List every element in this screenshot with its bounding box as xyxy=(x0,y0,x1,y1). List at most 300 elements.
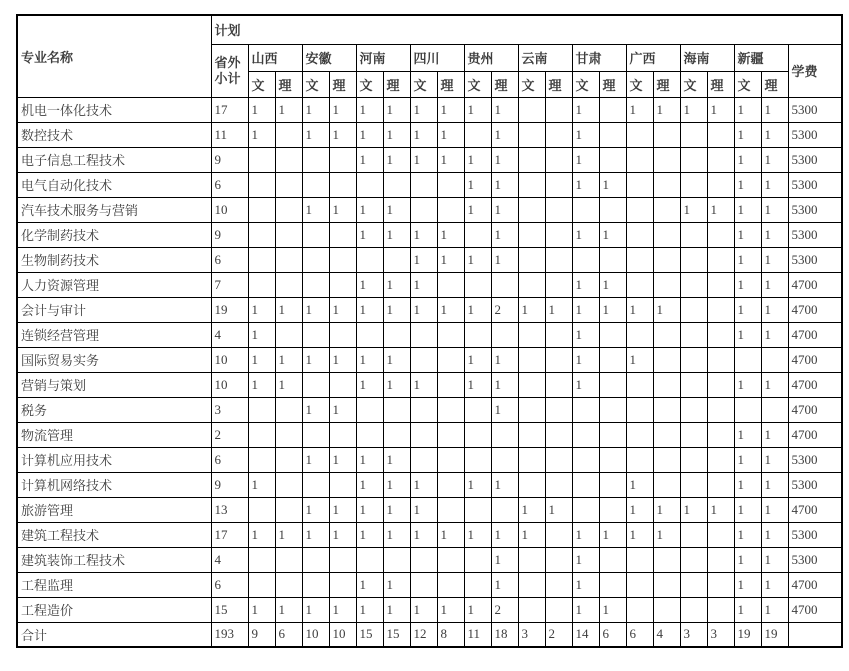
plan-cell xyxy=(572,472,599,497)
plan-cell: 1 xyxy=(707,197,734,222)
plan-cell xyxy=(707,572,734,597)
province-header: 云南 xyxy=(518,44,572,71)
plan-cell: 1 xyxy=(491,372,518,397)
plan-cell: 1 xyxy=(761,147,788,172)
plan-cell: 1 xyxy=(734,472,761,497)
plan-cell: 1 xyxy=(734,322,761,347)
arts-header: 文 xyxy=(680,71,707,97)
subtotal-cell: 7 xyxy=(211,272,248,297)
plan-cell xyxy=(248,422,275,447)
plan-cell: 1 xyxy=(248,597,275,622)
plan-cell xyxy=(599,422,626,447)
plan-cell: 1 xyxy=(572,547,599,572)
plan-cell xyxy=(302,222,329,247)
province-header: 河南 xyxy=(356,44,410,71)
plan-cell xyxy=(437,447,464,472)
plan-cell: 1 xyxy=(572,372,599,397)
plan-cell xyxy=(545,347,572,372)
plan-cell xyxy=(545,397,572,422)
plan-cell xyxy=(599,372,626,397)
plan-cell: 1 xyxy=(734,447,761,472)
plan-cell: 1 xyxy=(356,272,383,297)
plan-cell: 1 xyxy=(572,222,599,247)
plan-cell xyxy=(248,272,275,297)
plan-cell: 1 xyxy=(761,172,788,197)
plan-cell xyxy=(248,572,275,597)
plan-cell xyxy=(599,322,626,347)
plan-cell xyxy=(626,322,653,347)
plan-cell xyxy=(680,147,707,172)
plan-cell: 1 xyxy=(653,522,680,547)
plan-cell: 1 xyxy=(761,372,788,397)
plan-cell xyxy=(545,147,572,172)
subtotal-cell: 11 xyxy=(211,122,248,147)
plan-cell: 1 xyxy=(464,197,491,222)
plan-cell xyxy=(518,197,545,222)
plan-cell xyxy=(248,447,275,472)
plan-cell xyxy=(491,272,518,297)
plan-cell xyxy=(410,197,437,222)
plan-cell: 1 xyxy=(437,122,464,147)
plan-cell xyxy=(707,522,734,547)
plan-cell xyxy=(680,272,707,297)
plan-cell: 1 xyxy=(680,197,707,222)
plan-cell: 8 xyxy=(437,622,464,647)
province-header: 甘肃 xyxy=(572,44,626,71)
major-name-cell: 连锁经营管理 xyxy=(17,322,211,347)
plan-cell: 1 xyxy=(356,347,383,372)
table-row xyxy=(17,447,842,472)
subtotal-cell: 6 xyxy=(211,172,248,197)
plan-cell xyxy=(275,172,302,197)
plan-cell xyxy=(329,247,356,272)
tuition-cell: 5300 xyxy=(788,522,842,547)
plan-cell: 1 xyxy=(410,222,437,247)
plan-cell: 1 xyxy=(734,372,761,397)
plan-cell xyxy=(626,422,653,447)
plan-cell: 1 xyxy=(356,597,383,622)
plan-cell xyxy=(545,472,572,497)
plan-cell xyxy=(437,197,464,222)
table-row xyxy=(17,122,842,147)
plan-cell xyxy=(410,422,437,447)
plan-cell xyxy=(626,272,653,297)
plan-cell xyxy=(626,447,653,472)
plan-cell xyxy=(518,272,545,297)
plan-cell xyxy=(302,572,329,597)
plan-cell: 1 xyxy=(410,372,437,397)
plan-cell: 1 xyxy=(572,572,599,597)
plan-cell: 1 xyxy=(437,297,464,322)
plan-cell: 1 xyxy=(275,522,302,547)
tuition-cell: 5300 xyxy=(788,97,842,122)
plan-cell: 1 xyxy=(599,272,626,297)
tuition-header: 学费 xyxy=(788,44,842,97)
tuition-cell: 4700 xyxy=(788,422,842,447)
plan-header: 计划 xyxy=(211,15,842,44)
plan-cell: 1 xyxy=(356,122,383,147)
plan-cell xyxy=(653,247,680,272)
plan-cell xyxy=(680,347,707,372)
plan-cell: 1 xyxy=(275,372,302,397)
plan-cell xyxy=(248,547,275,572)
plan-cell: 1 xyxy=(248,347,275,372)
plan-cell xyxy=(680,397,707,422)
plan-cell xyxy=(653,572,680,597)
plan-cell xyxy=(680,472,707,497)
plan-cell: 1 xyxy=(572,597,599,622)
plan-cell: 1 xyxy=(275,597,302,622)
plan-cell: 1 xyxy=(491,222,518,247)
plan-cell xyxy=(653,347,680,372)
table-row xyxy=(17,397,842,422)
tuition-cell: 4700 xyxy=(788,497,842,522)
plan-cell xyxy=(653,372,680,397)
tuition-cell: 5300 xyxy=(788,472,842,497)
plan-cell: 1 xyxy=(734,522,761,547)
tuition-cell: 5300 xyxy=(788,122,842,147)
plan-cell xyxy=(599,122,626,147)
plan-cell: 1 xyxy=(437,97,464,122)
plan-cell: 1 xyxy=(653,497,680,522)
major-name-cell: 建筑装饰工程技术 xyxy=(17,547,211,572)
plan-cell: 1 xyxy=(383,297,410,322)
plan-cell: 1 xyxy=(329,497,356,522)
plan-cell xyxy=(518,372,545,397)
science-header: 理 xyxy=(707,71,734,97)
plan-cell xyxy=(680,247,707,272)
plan-cell: 1 xyxy=(464,247,491,272)
plan-cell: 1 xyxy=(734,97,761,122)
plan-cell: 1 xyxy=(410,522,437,547)
plan-cell: 1 xyxy=(680,497,707,522)
plan-cell xyxy=(599,147,626,172)
plan-cell: 1 xyxy=(734,247,761,272)
plan-cell xyxy=(437,322,464,347)
plan-cell xyxy=(653,397,680,422)
plan-cell: 1 xyxy=(410,597,437,622)
arts-header: 文 xyxy=(356,71,383,97)
plan-cell xyxy=(572,497,599,522)
plan-cell: 4 xyxy=(653,622,680,647)
plan-cell xyxy=(653,272,680,297)
science-header: 理 xyxy=(761,71,788,97)
plan-cell xyxy=(653,422,680,447)
plan-cell: 1 xyxy=(761,322,788,347)
tuition-cell: 4700 xyxy=(788,397,842,422)
subtotal-cell: 193 xyxy=(211,622,248,647)
plan-cell: 1 xyxy=(491,347,518,372)
subtotal-cell: 6 xyxy=(211,572,248,597)
plan-cell xyxy=(680,297,707,322)
plan-cell xyxy=(626,372,653,397)
plan-cell xyxy=(491,422,518,447)
plan-cell: 1 xyxy=(302,522,329,547)
plan-cell xyxy=(518,397,545,422)
plan-cell xyxy=(599,97,626,122)
plan-cell: 1 xyxy=(302,447,329,472)
plan-cell: 1 xyxy=(410,297,437,322)
plan-cell xyxy=(356,422,383,447)
plan-cell: 1 xyxy=(626,297,653,322)
tuition-cell: 5300 xyxy=(788,447,842,472)
plan-cell xyxy=(248,497,275,522)
plan-cell xyxy=(680,422,707,447)
table-row xyxy=(17,272,842,297)
plan-cell xyxy=(761,347,788,372)
plan-cell xyxy=(437,172,464,197)
plan-cell xyxy=(653,172,680,197)
major-name-cell: 人力资源管理 xyxy=(17,272,211,297)
plan-cell: 19 xyxy=(734,622,761,647)
tuition-cell: 5300 xyxy=(788,247,842,272)
plan-cell: 1 xyxy=(599,597,626,622)
plan-cell xyxy=(410,572,437,597)
plan-cell xyxy=(680,522,707,547)
plan-cell xyxy=(437,397,464,422)
major-name-cell: 国际贸易实务 xyxy=(17,347,211,372)
plan-cell xyxy=(302,547,329,572)
plan-cell xyxy=(410,397,437,422)
plan-cell: 1 xyxy=(572,322,599,347)
plan-cell xyxy=(383,547,410,572)
plan-cell: 1 xyxy=(491,397,518,422)
plan-cell xyxy=(356,322,383,347)
plan-cell: 1 xyxy=(545,497,572,522)
plan-cell xyxy=(680,597,707,622)
plan-cell: 1 xyxy=(464,347,491,372)
plan-cell: 1 xyxy=(572,172,599,197)
plan-cell: 1 xyxy=(491,472,518,497)
plan-cell: 1 xyxy=(329,97,356,122)
plan-cell: 1 xyxy=(248,122,275,147)
major-name-cell: 会计与审计 xyxy=(17,297,211,322)
table-row xyxy=(17,472,842,497)
plan-cell: 1 xyxy=(329,522,356,547)
table-row xyxy=(17,97,842,122)
plan-cell: 1 xyxy=(248,522,275,547)
plan-cell: 1 xyxy=(599,172,626,197)
plan-cell xyxy=(518,172,545,197)
plan-cell xyxy=(518,347,545,372)
plan-cell xyxy=(680,447,707,472)
plan-cell xyxy=(680,372,707,397)
plan-cell: 1 xyxy=(761,447,788,472)
plan-cell xyxy=(491,322,518,347)
plan-cell xyxy=(275,447,302,472)
plan-cell xyxy=(410,172,437,197)
plan-cell xyxy=(275,147,302,172)
plan-cell xyxy=(329,472,356,497)
plan-cell: 1 xyxy=(761,422,788,447)
plan-cell xyxy=(599,572,626,597)
plan-cell: 1 xyxy=(572,347,599,372)
plan-cell xyxy=(707,172,734,197)
plan-cell: 1 xyxy=(761,197,788,222)
header-row-plan xyxy=(17,15,842,44)
plan-cell: 1 xyxy=(491,572,518,597)
plan-cell: 1 xyxy=(599,522,626,547)
plan-cell xyxy=(707,222,734,247)
plan-cell: 1 xyxy=(302,497,329,522)
plan-cell: 6 xyxy=(626,622,653,647)
plan-cell: 1 xyxy=(329,447,356,472)
plan-cell xyxy=(599,397,626,422)
plan-cell: 1 xyxy=(329,122,356,147)
plan-cell: 1 xyxy=(761,222,788,247)
plan-cell xyxy=(707,147,734,172)
plan-cell: 18 xyxy=(491,622,518,647)
plan-cell xyxy=(329,322,356,347)
table-body xyxy=(17,97,842,647)
plan-cell xyxy=(707,422,734,447)
plan-cell: 1 xyxy=(464,297,491,322)
plan-cell xyxy=(653,122,680,147)
plan-cell xyxy=(545,322,572,347)
plan-cell xyxy=(518,472,545,497)
plan-cell xyxy=(491,447,518,472)
plan-cell xyxy=(599,497,626,522)
plan-cell: 1 xyxy=(302,197,329,222)
plan-cell xyxy=(518,422,545,447)
table-row xyxy=(17,572,842,597)
plan-cell: 1 xyxy=(761,597,788,622)
plan-cell: 1 xyxy=(248,322,275,347)
major-name-cell: 电气自动化技术 xyxy=(17,172,211,197)
plan-cell xyxy=(518,322,545,347)
plan-cell: 1 xyxy=(572,272,599,297)
arts-header: 文 xyxy=(572,71,599,97)
plan-cell: 1 xyxy=(248,97,275,122)
plan-cell xyxy=(599,247,626,272)
plan-cell: 1 xyxy=(707,97,734,122)
plan-cell: 1 xyxy=(518,297,545,322)
plan-cell xyxy=(356,247,383,272)
plan-cell: 1 xyxy=(383,597,410,622)
plan-cell xyxy=(329,372,356,397)
plan-cell xyxy=(248,172,275,197)
major-name-cell: 建筑工程技术 xyxy=(17,522,211,547)
plan-cell: 1 xyxy=(734,422,761,447)
plan-cell: 1 xyxy=(356,472,383,497)
tuition-cell: 4700 xyxy=(788,297,842,322)
major-name-cell: 机电一体化技术 xyxy=(17,97,211,122)
plan-cell xyxy=(707,247,734,272)
plan-cell xyxy=(302,472,329,497)
plan-cell xyxy=(302,422,329,447)
plan-cell xyxy=(302,172,329,197)
plan-cell xyxy=(545,247,572,272)
plan-cell: 1 xyxy=(356,147,383,172)
arts-header: 文 xyxy=(248,71,275,97)
plan-cell: 1 xyxy=(356,522,383,547)
table-row xyxy=(17,222,842,247)
plan-cell xyxy=(653,222,680,247)
plan-cell xyxy=(464,447,491,472)
plan-cell xyxy=(437,347,464,372)
plan-cell: 1 xyxy=(437,222,464,247)
plan-cell xyxy=(653,597,680,622)
plan-cell xyxy=(437,272,464,297)
plan-cell: 11 xyxy=(464,622,491,647)
plan-cell xyxy=(383,322,410,347)
plan-cell xyxy=(734,397,761,422)
arts-header: 文 xyxy=(518,71,545,97)
plan-cell xyxy=(761,397,788,422)
science-header: 理 xyxy=(383,71,410,97)
plan-cell xyxy=(680,547,707,572)
plan-cell: 1 xyxy=(761,297,788,322)
plan-cell: 1 xyxy=(734,547,761,572)
plan-cell xyxy=(302,247,329,272)
plan-cell xyxy=(545,372,572,397)
plan-cell: 1 xyxy=(356,222,383,247)
plan-cell xyxy=(275,122,302,147)
plan-cell: 1 xyxy=(383,497,410,522)
plan-cell: 1 xyxy=(329,347,356,372)
subtotal-header-line1: 省外 xyxy=(214,54,241,70)
plan-cell: 1 xyxy=(734,297,761,322)
subtotal-header-line2: 小计 xyxy=(214,70,241,86)
table-row xyxy=(17,172,842,197)
plan-cell: 6 xyxy=(599,622,626,647)
plan-cell: 1 xyxy=(437,597,464,622)
science-header: 理 xyxy=(275,71,302,97)
major-name-cell: 电子信息工程技术 xyxy=(17,147,211,172)
plan-cell: 1 xyxy=(761,497,788,522)
plan-cell: 1 xyxy=(383,372,410,397)
plan-cell xyxy=(680,122,707,147)
plan-cell xyxy=(410,322,437,347)
plan-cell xyxy=(599,197,626,222)
plan-cell: 1 xyxy=(383,272,410,297)
tuition-cell: 4700 xyxy=(788,572,842,597)
plan-cell xyxy=(464,322,491,347)
plan-cell xyxy=(707,472,734,497)
plan-cell: 1 xyxy=(491,247,518,272)
table-row xyxy=(17,547,842,572)
plan-cell xyxy=(329,147,356,172)
plan-cell: 1 xyxy=(464,522,491,547)
subtotal-cell: 13 xyxy=(211,497,248,522)
plan-cell: 10 xyxy=(302,622,329,647)
plan-cell xyxy=(626,397,653,422)
plan-cell xyxy=(248,147,275,172)
plan-cell: 1 xyxy=(302,397,329,422)
plan-cell: 2 xyxy=(491,297,518,322)
plan-cell xyxy=(599,347,626,372)
plan-cell xyxy=(707,447,734,472)
plan-cell xyxy=(545,222,572,247)
subtotal-cell: 15 xyxy=(211,597,248,622)
plan-cell xyxy=(572,247,599,272)
plan-cell xyxy=(275,272,302,297)
plan-cell: 1 xyxy=(734,122,761,147)
plan-cell xyxy=(464,422,491,447)
plan-cell xyxy=(464,222,491,247)
plan-cell: 1 xyxy=(734,172,761,197)
plan-cell xyxy=(626,572,653,597)
plan-cell xyxy=(707,397,734,422)
plan-cell xyxy=(626,222,653,247)
plan-cell xyxy=(707,347,734,372)
plan-cell: 1 xyxy=(464,172,491,197)
plan-cell: 1 xyxy=(383,572,410,597)
plan-cell xyxy=(464,122,491,147)
plan-cell xyxy=(329,272,356,297)
plan-cell: 1 xyxy=(734,597,761,622)
plan-cell: 1 xyxy=(410,497,437,522)
